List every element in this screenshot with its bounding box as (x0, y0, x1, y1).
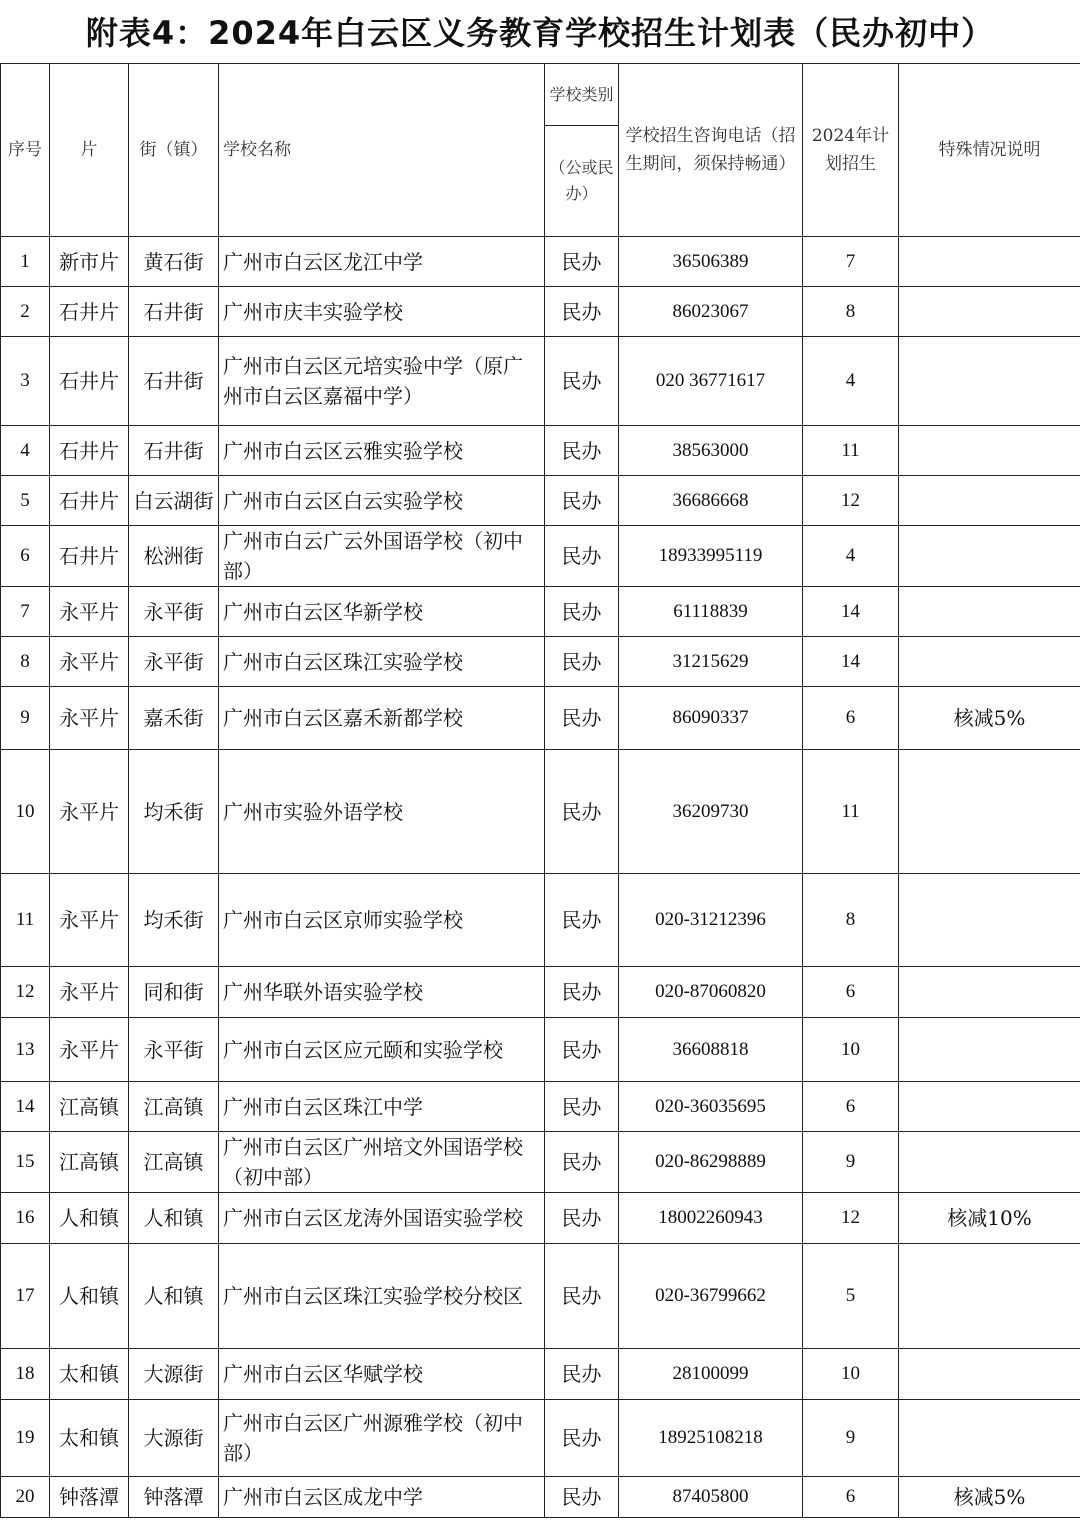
table-body (1, 237, 1080, 1518)
row-note (899, 476, 1080, 526)
row-plan: 4 (803, 337, 899, 426)
row-note (899, 1349, 1080, 1400)
row-school-name: 广州市白云区龙涛外国语实验学校 (219, 1193, 545, 1244)
row-phone: 28100099 (619, 1349, 803, 1400)
header-index: 序号 (1, 64, 50, 237)
row-plan: 6 (803, 1082, 899, 1132)
table-row (1, 687, 1080, 750)
table-row (1, 1349, 1080, 1400)
row-school-name: 广州市白云区华赋学校 (219, 1349, 545, 1400)
header-street: 街（镇） (129, 64, 219, 237)
row-street: 人和镇 (129, 1244, 219, 1349)
row-phone: 020-86298889 (619, 1132, 803, 1193)
row-area: 太和镇 (50, 1400, 129, 1477)
row-street: 永平街 (129, 587, 219, 637)
row-index: 10 (1, 750, 50, 874)
row-street: 嘉禾街 (129, 687, 219, 750)
row-street: 均禾街 (129, 750, 219, 874)
row-area: 石井片 (50, 476, 129, 526)
row-note: 核减5% (899, 687, 1080, 750)
row-school-name: 广州市白云区珠江实验学校 (219, 637, 545, 687)
row-plan: 12 (803, 1193, 899, 1244)
row-plan: 6 (803, 1477, 899, 1518)
row-school-name: 广州市白云区元培实验中学（原广州市白云区嘉福中学） (219, 337, 545, 426)
row-school-type: 民办 (545, 337, 619, 426)
row-index: 4 (1, 426, 50, 476)
row-area: 江高镇 (50, 1082, 129, 1132)
row-street: 江高镇 (129, 1082, 219, 1132)
row-street: 江高镇 (129, 1132, 219, 1193)
row-note: 核减10% (899, 1193, 1080, 1244)
row-index: 8 (1, 637, 50, 687)
row-school-name: 广州市白云区华新学校 (219, 587, 545, 637)
row-school-name: 广州市实验外语学校 (219, 750, 545, 874)
row-plan: 14 (803, 637, 899, 687)
table-row (1, 1400, 1080, 1477)
row-note (899, 1400, 1080, 1477)
row-school-type: 民办 (545, 287, 619, 337)
row-index: 7 (1, 587, 50, 637)
row-index: 18 (1, 1349, 50, 1400)
row-school-type: 民办 (545, 587, 619, 637)
row-note (899, 237, 1080, 287)
row-phone: 61118839 (619, 587, 803, 637)
row-street: 石井街 (129, 426, 219, 476)
row-street: 大源街 (129, 1400, 219, 1477)
row-area: 钟落潭 (50, 1477, 129, 1518)
row-school-type: 民办 (545, 426, 619, 476)
row-school-type: 民办 (545, 637, 619, 687)
row-area: 石井片 (50, 337, 129, 426)
table-row (1, 1244, 1080, 1349)
row-note (899, 337, 1080, 426)
row-school-type: 民办 (545, 687, 619, 750)
row-phone: 36209730 (619, 750, 803, 874)
row-area: 永平片 (50, 587, 129, 637)
header-category-sub: （公或民办） (545, 126, 619, 237)
row-area: 永平片 (50, 1018, 129, 1082)
row-street: 钟落潭 (129, 1477, 219, 1518)
row-note (899, 750, 1080, 874)
row-plan: 11 (803, 426, 899, 476)
row-note: 核减5% (899, 1477, 1080, 1518)
table-row (1, 874, 1080, 967)
row-plan: 9 (803, 1132, 899, 1193)
row-index: 19 (1, 1400, 50, 1477)
row-school-type: 民办 (545, 1082, 619, 1132)
row-area: 石井片 (50, 287, 129, 337)
row-phone: 020-31212396 (619, 874, 803, 967)
table-row (1, 526, 1080, 587)
row-plan: 4 (803, 526, 899, 587)
row-area: 永平片 (50, 750, 129, 874)
row-phone: 18933995119 (619, 526, 803, 587)
row-street: 黄石街 (129, 237, 219, 287)
row-index: 11 (1, 874, 50, 967)
row-school-type: 民办 (545, 237, 619, 287)
row-school-name: 广州市白云区成龙中学 (219, 1477, 545, 1518)
row-street: 大源街 (129, 1349, 219, 1400)
row-street: 永平街 (129, 1018, 219, 1082)
row-school-type: 民办 (545, 1193, 619, 1244)
row-school-name: 广州市白云区广州源雅学校（初中部） (219, 1400, 545, 1477)
row-area: 永平片 (50, 687, 129, 750)
row-plan: 10 (803, 1018, 899, 1082)
row-note (899, 1244, 1080, 1349)
header-plan: 2024年计划招生 (803, 64, 899, 237)
row-plan: 6 (803, 687, 899, 750)
row-school-name: 广州市白云区白云实验学校 (219, 476, 545, 526)
row-note (899, 587, 1080, 637)
row-plan: 9 (803, 1400, 899, 1477)
row-school-name: 广州市庆丰实验学校 (219, 287, 545, 337)
row-plan: 14 (803, 587, 899, 637)
row-area: 石井片 (50, 426, 129, 476)
row-phone: 86023067 (619, 287, 803, 337)
row-school-type: 民办 (545, 526, 619, 587)
row-school-type: 民办 (545, 476, 619, 526)
row-index: 14 (1, 1082, 50, 1132)
row-plan: 7 (803, 237, 899, 287)
row-note (899, 637, 1080, 687)
row-school-type: 民办 (545, 874, 619, 967)
row-index: 20 (1, 1477, 50, 1518)
table-row (1, 1193, 1080, 1244)
row-street: 永平街 (129, 637, 219, 687)
enrollment-table (0, 63, 1080, 1518)
header-phone: 学校招生咨询电话（招生期间，须保持畅通） (619, 64, 803, 237)
row-street: 石井街 (129, 337, 219, 426)
table-row (1, 476, 1080, 526)
row-area: 太和镇 (50, 1349, 129, 1400)
row-phone: 36686668 (619, 476, 803, 526)
row-school-name: 广州市白云区云雅实验学校 (219, 426, 545, 476)
row-phone: 87405800 (619, 1477, 803, 1518)
row-street: 人和镇 (129, 1193, 219, 1244)
row-school-name: 广州市白云区珠江中学 (219, 1082, 545, 1132)
row-note (899, 1018, 1080, 1082)
row-area: 新市片 (50, 237, 129, 287)
table-row (1, 426, 1080, 476)
row-area: 石井片 (50, 526, 129, 587)
row-school-type: 民办 (545, 1244, 619, 1349)
row-area: 永平片 (50, 874, 129, 967)
row-note (899, 526, 1080, 587)
row-street: 白云湖街 (129, 476, 219, 526)
row-school-name: 广州华联外语实验学校 (219, 967, 545, 1018)
table-row (1, 237, 1080, 287)
row-phone: 38563000 (619, 426, 803, 476)
table-row (1, 587, 1080, 637)
header-area: 片 (50, 64, 129, 237)
row-school-name: 广州市白云区京师实验学校 (219, 874, 545, 967)
row-phone: 86090337 (619, 687, 803, 750)
row-school-type: 民办 (545, 1018, 619, 1082)
row-plan: 5 (803, 1244, 899, 1349)
row-school-name: 广州市白云区广州培文外国语学校（初中部） (219, 1132, 545, 1193)
row-plan: 10 (803, 1349, 899, 1400)
row-phone: 020-36035695 (619, 1082, 803, 1132)
row-note (899, 967, 1080, 1018)
row-note (899, 1132, 1080, 1193)
row-note (899, 874, 1080, 967)
row-plan: 6 (803, 967, 899, 1018)
row-plan: 8 (803, 287, 899, 337)
row-index: 15 (1, 1132, 50, 1193)
header-note: 特殊情况说明 (899, 64, 1080, 237)
row-index: 17 (1, 1244, 50, 1349)
table-row (1, 1018, 1080, 1082)
row-area: 江高镇 (50, 1132, 129, 1193)
row-note (899, 287, 1080, 337)
row-index: 3 (1, 337, 50, 426)
table-row (1, 287, 1080, 337)
row-area: 永平片 (50, 637, 129, 687)
row-index: 16 (1, 1193, 50, 1244)
row-school-type: 民办 (545, 1400, 619, 1477)
row-school-type: 民办 (545, 1132, 619, 1193)
row-phone: 020-36799662 (619, 1244, 803, 1349)
row-school-type: 民办 (545, 1477, 619, 1518)
row-index: 12 (1, 967, 50, 1018)
table-row (1, 750, 1080, 874)
row-area: 人和镇 (50, 1193, 129, 1244)
row-street: 均禾街 (129, 874, 219, 967)
row-note (899, 1082, 1080, 1132)
row-index: 9 (1, 687, 50, 750)
table-row (1, 1082, 1080, 1132)
row-school-name: 广州市白云区龙江中学 (219, 237, 545, 287)
row-school-name: 广州市白云区应元颐和实验学校 (219, 1018, 545, 1082)
row-index: 2 (1, 287, 50, 337)
table-row (1, 1477, 1080, 1518)
row-plan: 8 (803, 874, 899, 967)
row-school-name: 广州市白云广云外国语学校（初中部） (219, 526, 545, 587)
row-index: 1 (1, 237, 50, 287)
row-plan: 12 (803, 476, 899, 526)
row-area: 人和镇 (50, 1244, 129, 1349)
row-index: 5 (1, 476, 50, 526)
header-category-top: 学校类别 (545, 64, 619, 126)
row-plan: 11 (803, 750, 899, 874)
header-school-name: 学校名称 (219, 64, 545, 237)
row-school-type: 民办 (545, 750, 619, 874)
row-school-type: 民办 (545, 1349, 619, 1400)
row-phone: 36506389 (619, 237, 803, 287)
row-index: 13 (1, 1018, 50, 1082)
row-street: 石井街 (129, 287, 219, 337)
row-phone: 18925108218 (619, 1400, 803, 1477)
row-street: 松洲街 (129, 526, 219, 587)
row-school-name: 广州市白云区珠江实验学校分校区 (219, 1244, 545, 1349)
row-index: 6 (1, 526, 50, 587)
table-row (1, 337, 1080, 426)
row-school-type: 民办 (545, 967, 619, 1018)
row-phone: 020 36771617 (619, 337, 803, 426)
row-street: 同和街 (129, 967, 219, 1018)
table-row (1, 967, 1080, 1018)
row-phone: 36608818 (619, 1018, 803, 1082)
row-area: 永平片 (50, 967, 129, 1018)
row-note (899, 426, 1080, 476)
page-title: 附表4：2024年白云区义务教育学校招生计划表（民办初中） (85, 14, 995, 52)
row-phone: 31215629 (619, 637, 803, 687)
table-row (1, 1132, 1080, 1193)
row-phone: 020-87060820 (619, 967, 803, 1018)
row-school-name: 广州市白云区嘉禾新都学校 (219, 687, 545, 750)
row-phone: 18002260943 (619, 1193, 803, 1244)
table-row (1, 637, 1080, 687)
